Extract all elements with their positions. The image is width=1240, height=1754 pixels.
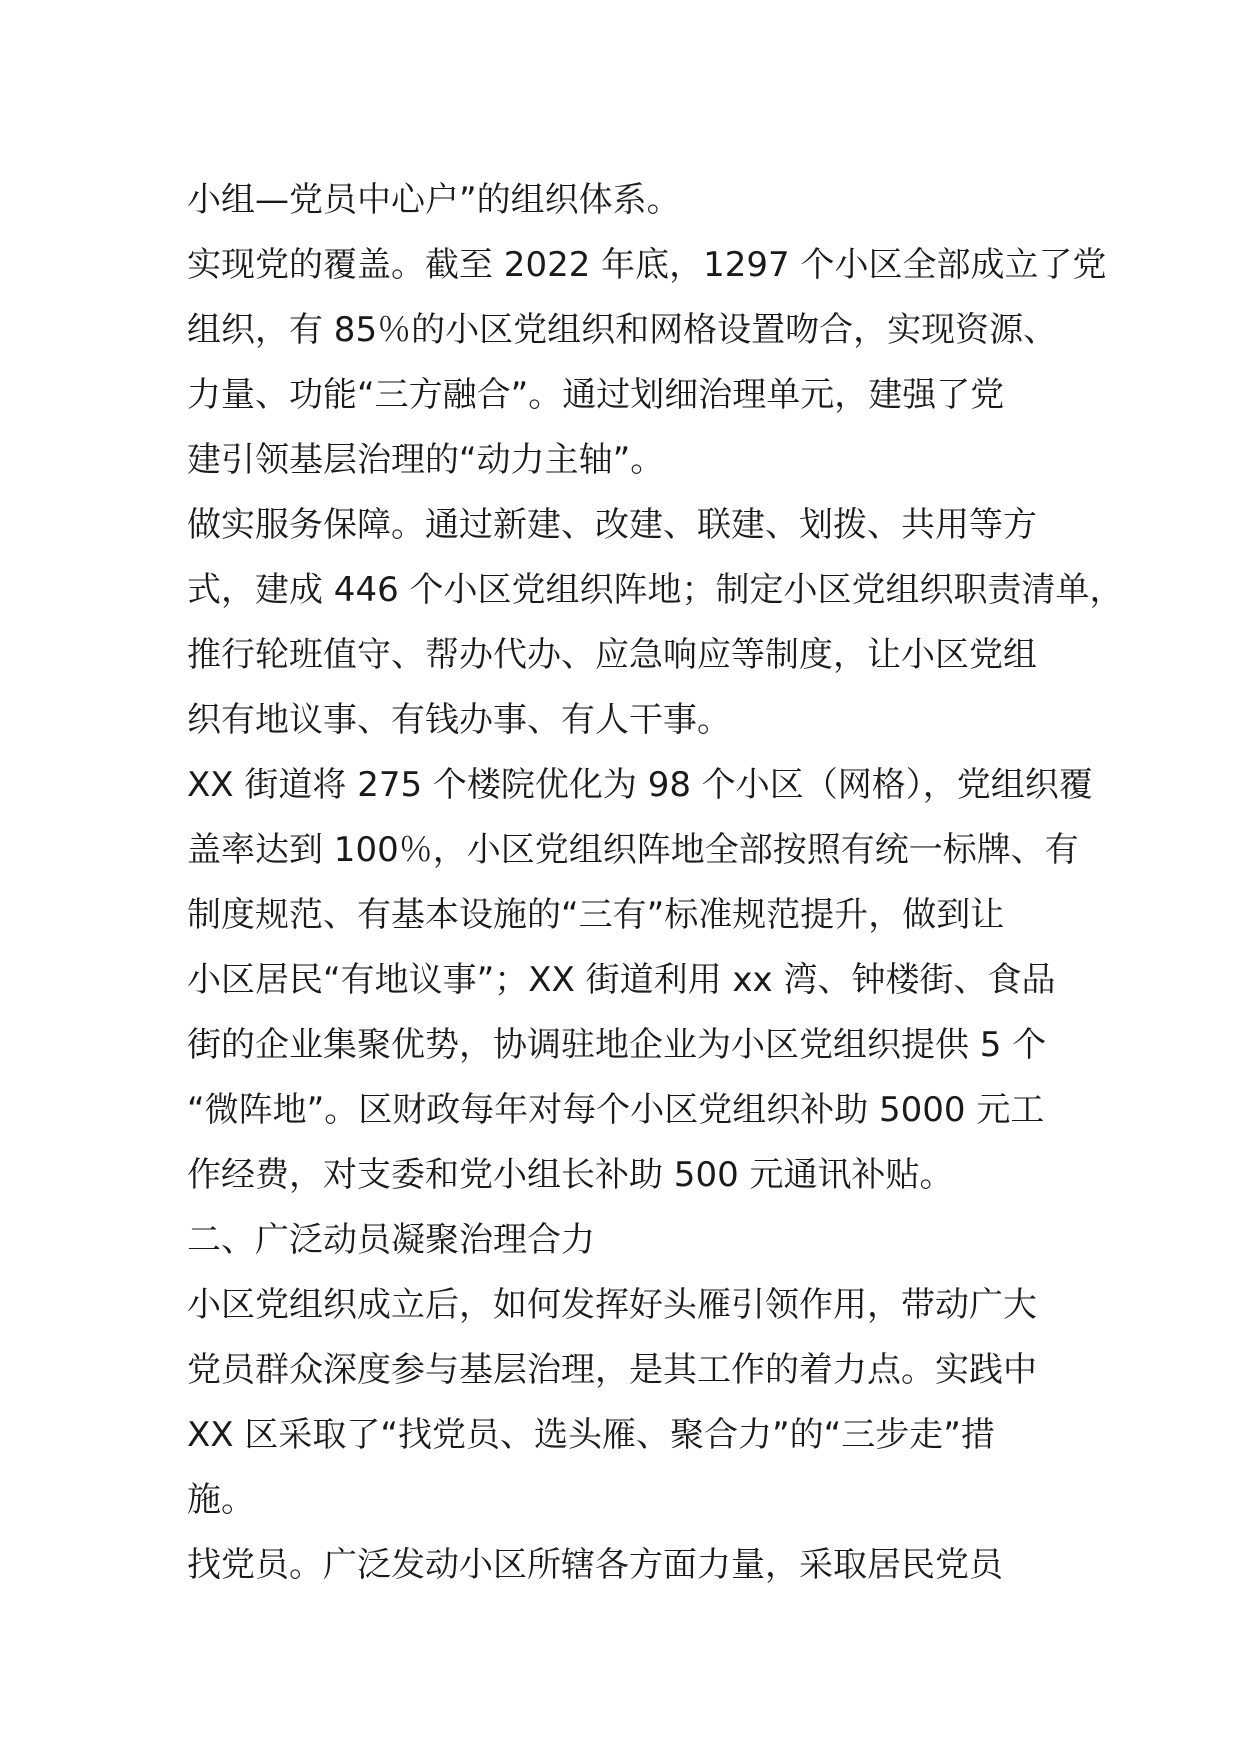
text-line: 小组—党员中心户”的组织体系。 xyxy=(187,180,681,220)
text-line: 街的企业集聚优势，协调驻地企业为小区党组织提供 5 个 xyxy=(187,1025,1047,1065)
text-line: 建引领基层治理的“动力主轴”。 xyxy=(187,440,665,480)
text-line: 党员群众深度参与基层治理，是其工作的着力点。实践中 xyxy=(187,1350,1037,1390)
text-line: 作经费，对支委和党小组长补助 500 元通讯补贴。 xyxy=(187,1155,954,1195)
section-heading: 二、广泛动员凝聚治理合力 xyxy=(187,1220,595,1260)
text-line: 实现党的覆盖。截至 2022 年底，1297 个小区全部成立了党 xyxy=(187,245,1107,285)
text-line: 织有地议事、有钱办事、有人干事。 xyxy=(187,700,731,740)
text-line: 施。 xyxy=(187,1480,255,1520)
text-line: 小区党组织成立后，如何发挥好头雁引领作用，带动广大 xyxy=(187,1285,1037,1325)
text-line: XX 街道将 275 个楼院优化为 98 个小区（网格），党组织覆 xyxy=(187,765,1093,805)
text-line: 组织，有 85％的小区党组织和网格设置吻合，实现资源、 xyxy=(187,310,1058,350)
text-line: 找党员。广泛发动小区所辖各方面力量，采取居民党员 xyxy=(187,1545,1003,1585)
text-line: 制度规范、有基本设施的“三有”标准规范提升，做到让 xyxy=(187,895,1005,935)
text-line: 盖率达到 100％，小区党组织阵地全部按照有统一标牌、有 xyxy=(187,830,1079,870)
text-line: “微阵地”。区财政每年对每个小区党组织补助 5000 元工 xyxy=(187,1090,1045,1130)
document-body xyxy=(187,168,1124,1598)
text-line: 做实服务保障。通过新建、改建、联建、划拨、共用等方 xyxy=(187,505,1037,545)
text-line: 推行轮班值守、帮办代办、应急响应等制度，让小区党组 xyxy=(187,635,1037,675)
text-line: 小区居民“有地议事”；XX 街道利用 xx 湾、钟楼街、食品 xyxy=(187,960,1056,1000)
text-line: XX 区采取了“找党员、选头雁、聚合力”的“三步走”措 xyxy=(187,1415,995,1455)
text-line: 式，建成 446 个小区党组织阵地；制定小区党组织职责清单， xyxy=(187,570,1124,610)
text-line: 力量、功能“三方融合”。通过划细治理单元，建强了党 xyxy=(187,375,1005,415)
